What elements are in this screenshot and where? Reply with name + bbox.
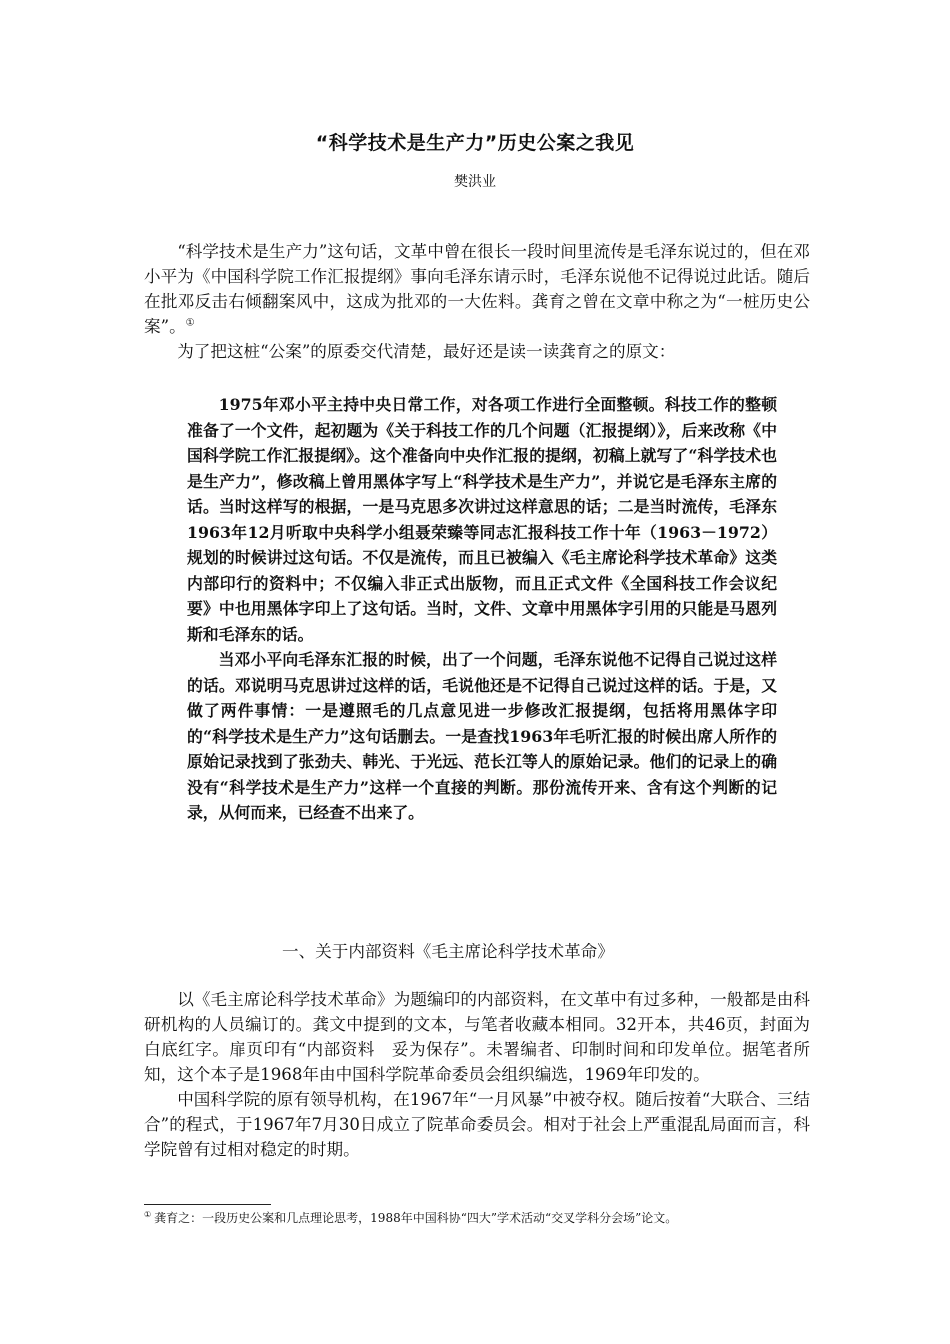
section-paragraph: 中国科学院的原有领导机构，在1967年“一月风暴”中被夺权。随后按着“大联合、三结合”的程式，于1967年7月30日成立了院革命委员会。相对于社会上严重混乱局面而言，科学院曾有过相对稳定的时期。 bbox=[144, 1090, 810, 1159]
quote-paragraph: 1975年邓小平主持中央日常工作，对各项工作进行全面整顿。科技工作的整顿准备了一个文件，起初题为《关于科技工作的几个问题（汇报提纲）》，后来改称《中国科学院工作汇报提纲》。这个准备向中央作汇报的提纲，初稿上就写了“科学技术也是生产力”，修改稿上曾用黑体字写上“科学技术是生产力”，并说它是毛泽东主席的话。当时这样写的根据，一是马克思多次讲过这样意思的话；二是当时流传，毛泽东1963年12月听取中央科学小组聂荣臻等同志汇报科技工作十年（1963－1972）规划的时候讲过这句话。不仅是流传，而且已被编入《毛主席论科学技术革命》这类内部印行的资料中；不仅编入非正式出版物，而且正式文件《全国科技工作会议纪要》中也用黑体字印上了这句话。当时，文件、文章中用黑体字引用的只能是马恩列斯和毛泽东的话。 bbox=[187, 395, 777, 644]
intro-paragraph: 为了把这桩“公案”的原委交代清楚，最好还是读一读龚育之的原文： bbox=[177, 342, 676, 361]
section-paragraph: 以《毛主席论科学技术革命》为题编印的内部资料，在文革中有过多种，一般都是由科研机构的人员编订的。龚文中提到的文本，与笔者收藏本相同。32开本，共46页，封面为白底红字。扉页印有“内部资料 妥为保存”。未署编者、印制时间和印发单位。据笔者所知，这个本子是1968年由中国科学院革命委员会组织编选，1969年印发的。 bbox=[144, 990, 810, 1084]
footnote-divider bbox=[144, 1204, 271, 1205]
block-quotation bbox=[187, 392, 777, 826]
footnote-mark: ① bbox=[144, 1210, 152, 1219]
section-heading: 一、关于内部资料《毛主席论科学技术革命》 bbox=[282, 942, 614, 961]
section-one-body bbox=[144, 987, 810, 1162]
author-name: 樊洪业 bbox=[454, 174, 496, 190]
intro-section bbox=[144, 239, 810, 364]
footnote-text: 龚育之：一段历史公案和几点理论思考，1988年中国科协“四大”学术活动“交叉学科分会场”论文。 bbox=[154, 1211, 678, 1225]
intro-paragraph bbox=[144, 239, 810, 339]
quote-paragraph: 当邓小平向毛泽东汇报的时候，出了一个问题，毛泽东说他不记得自己说过这样的话。邓说明马克思讲过这样的话，毛说他还是不记得自己说过这样的话。于是，又做了两件事情：一是遵照毛的几点意见进一步修改汇报提纲，包括将用黑体字印的“科学技术是生产力”这句话删去。一是查找1963年毛听汇报的时候出席人所作的原始记录找到了张劲夫、韩光、于光远、范长江等人的原始记录。他们的记录上的确没有“科学技术是生产力”这样一个直接的判断。那份流传开来、含有这个判断的记录，从何而来，已经查不出来了。 bbox=[187, 650, 777, 822]
footnote bbox=[144, 1209, 834, 1227]
document-title: “科学技术是生产力”历史公案之我见 bbox=[315, 132, 635, 154]
footnote-reference-mark[interactable]: ① bbox=[185, 317, 195, 329]
intro-paragraph-text: “科学技术是生产力”这句话，文革中曾在很长一段时间里流传是毛泽东说过的，但在邓小平为《中国科学院工作汇报提纲》事向毛泽东请示时，毛泽东说他不记得说过此话。随后在批邓反击右倾翻案风中，这成为批邓的一大佐料。龚育之曾在文章中称之为“一桩历史公案”。 bbox=[144, 242, 810, 336]
